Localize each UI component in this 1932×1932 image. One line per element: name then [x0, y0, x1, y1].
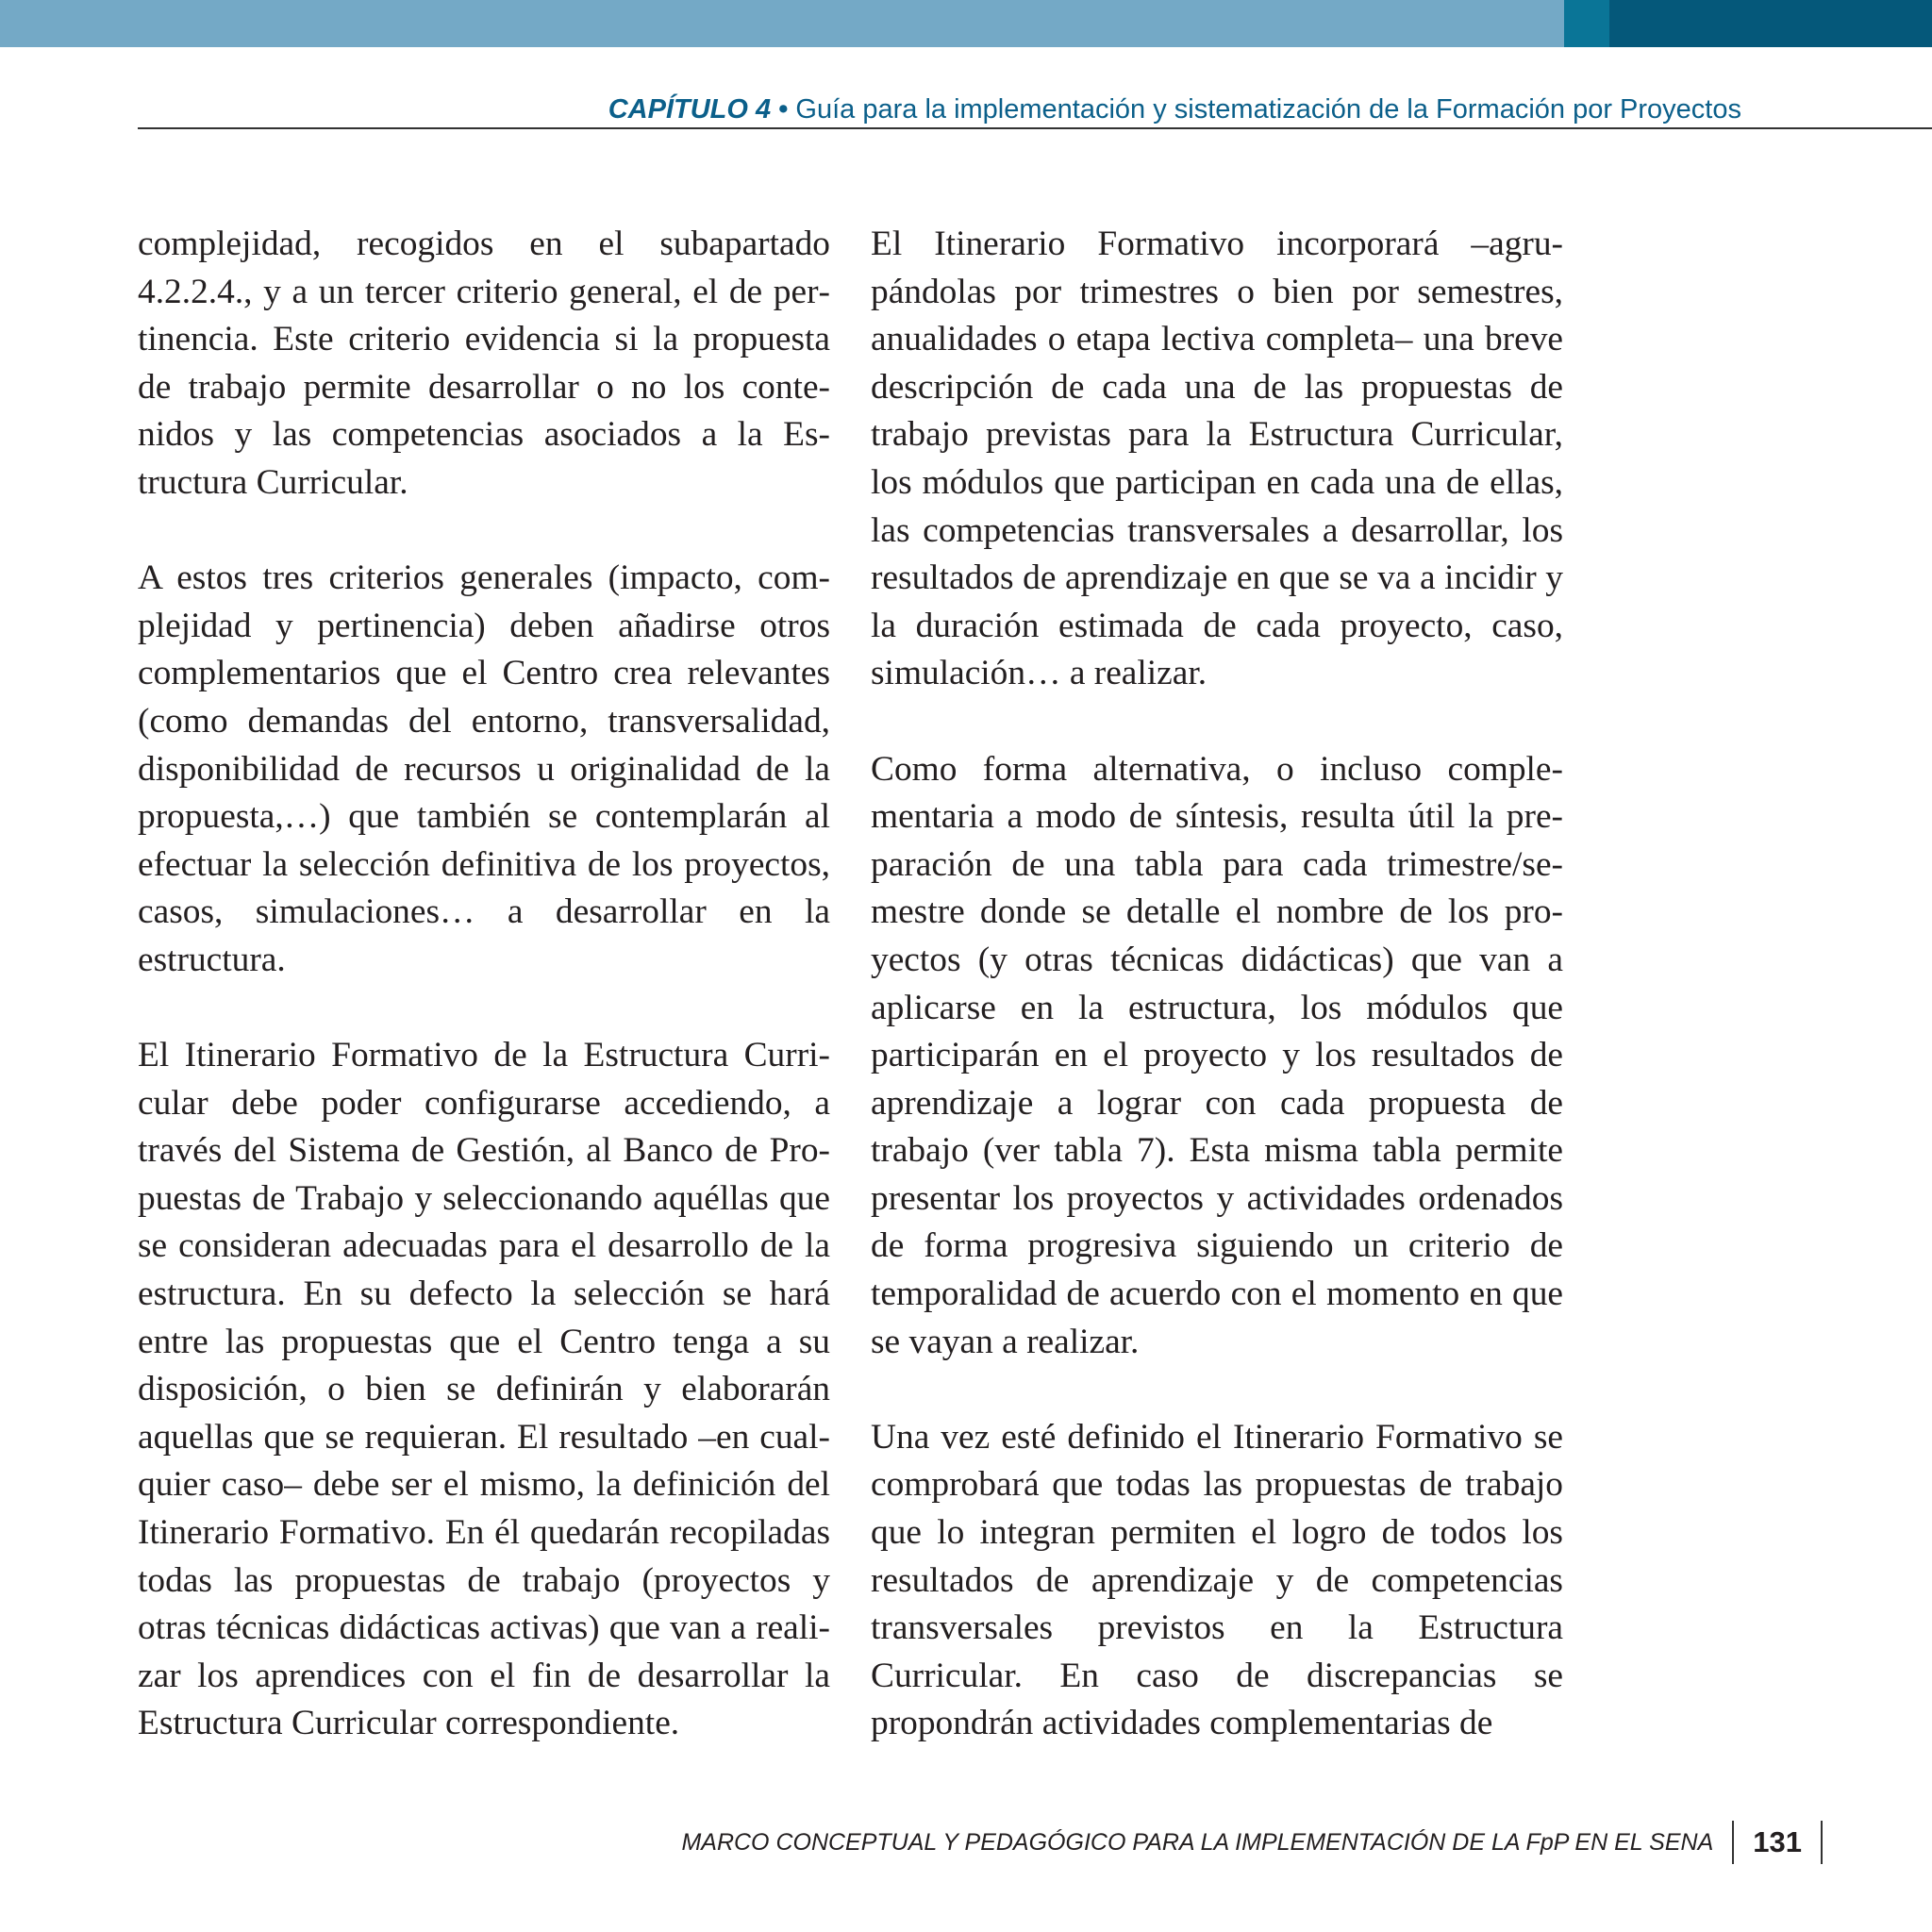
top-band-accent-teal	[1564, 0, 1609, 47]
body-paragraph: Una vez esté definido el Itinerario Formativo se comprobará que todas las propuestas de trabajo que lo integran permiten el logro de todos los resultados de aprendizaje y de competencias transversales previstos en la Estructura Curricular. En caso de discrepancias se propondrán actividades complementarias de	[871, 1417, 1563, 1743]
footer-divider-right	[1821, 1821, 1823, 1864]
right-column	[871, 221, 1563, 1796]
footer-divider	[1732, 1821, 1734, 1864]
body-paragraph: Como forma alternativa, o incluso complementaria a modo de síntesis, resulta útil la preparación de una tabla para cada trimestre/semestre donde se detalle el nombre de los proyectos (y otras técnicas didácticas) que van a aplicarse en la estructura, los módulos que participarán en el proyecto y los resultados de aprendizaje a lograr con cada propuesta de trabajo (ver tabla 7). Esta misma tabla permite presentar los proyectos y actividades ordenados de forma progresiva siguiendo un criterio de temporalidad de acuerdo con el momento en que se vayan a realizar.	[871, 749, 1563, 1361]
chapter-title: Guía para la implementación y sistematización de la Formación por Proyectos	[795, 94, 1741, 125]
page-number: 131	[1753, 1825, 1802, 1858]
top-band-accent-dark	[1609, 0, 1932, 47]
body-paragraph: complejidad, recogidos en el subapartado 4.2.2.4., y a un tercer criterio general, el de pertinencia. Este criterio evidencia si la propuesta de trabajo permite desarrollar o no los contenidos y las competencias asociados a la Estructura Curricular.	[138, 225, 830, 502]
page-footer	[660, 1821, 1841, 1864]
header-rule	[138, 127, 1932, 129]
header-separator: •	[771, 94, 796, 125]
body-paragraph: A estos tres criterios generales (impacto, complejidad y pertinencia) deben añadirse otros complementarios que el Centro crea relevantes (como demandas del entorno, transversalidad, disponibilidad de recursos u originalidad de la propuesta,…) que también se contemplarán al efectuar la selección definitiva de los proyectos, casos, simulaciones… a desarrollar en la estructura.	[138, 558, 830, 979]
body-paragraph: El Itinerario Formativo incorporará –agrupándolas por trimestres o bien por semestres, anualidades o etapa lectiva completa– una breve descripción de cada una de las propuestas de trabajo previstas para la Estructura Curricular, los módulos que participan en cada una de ellas, las competencias transversales a desarrollar, los resultados de aprendizaje en que se va a incidir y la duración estimada de cada proyecto, caso, simulación… a realizar.	[871, 225, 1563, 693]
chapter-label: CAPÍTULO 4	[608, 94, 772, 125]
left-column	[138, 221, 830, 1796]
top-color-band	[0, 0, 1932, 47]
running-header	[138, 89, 1836, 130]
body-paragraph: El Itinerario Formativo de la Estructura Curricular debe poder configurarse accediendo, a través del Sistema de Gestión, al Banco de Propuestas de Trabajo y seleccionando aquéllas que se consideran adecuadas para el desarrollo de la estructura. En su defecto la selección se hará entre las propuestas que el Centro tenga a su disposición, o bien se definirán y elaborarán aquellas que se requieran. El resultado –en cualquier caso– debe ser el mismo, la definición del Itinerario Formativo. En él quedarán recopiladas todas las propuestas de trabajo (proyectos y otras técnicas didácticas activas) que van a realizar los aprendices con el fin de desarrollar la Estructura Curricular correspondiente.	[138, 1036, 830, 1743]
footer-title: MARCO CONCEPTUAL Y PEDAGÓGICO PARA LA IMPLEMENTACIÓN DE LA FpP EN EL SENA	[681, 1828, 1714, 1856]
